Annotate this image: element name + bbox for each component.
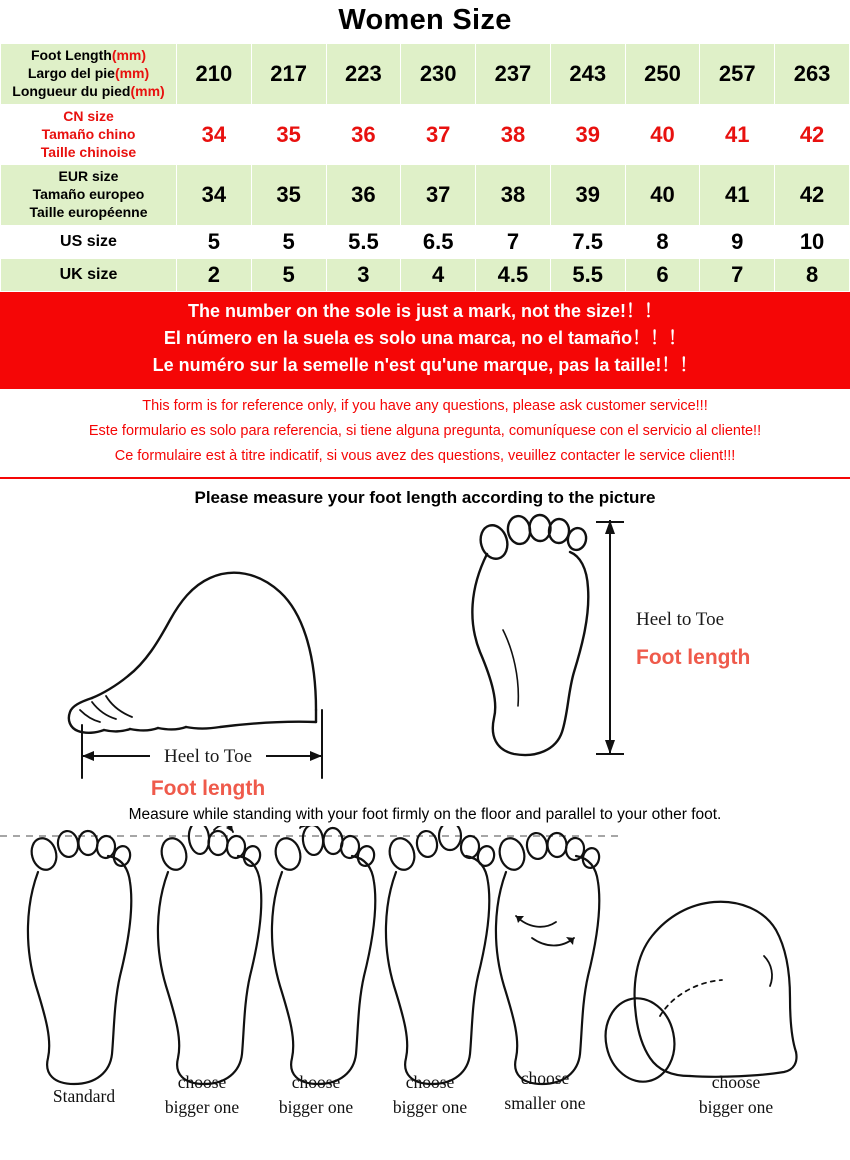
row-label-line: CN size <box>63 107 114 124</box>
table-row <box>1 165 850 226</box>
size-table <box>0 43 850 292</box>
table-cell: 39 <box>550 165 625 226</box>
page-title: Women Size <box>338 4 512 36</box>
table-cell: 8 <box>625 226 700 259</box>
row-label-eur-size <box>1 165 177 226</box>
table-cell: 39 <box>550 104 625 165</box>
top-foot-length-label: Foot length <box>636 645 751 669</box>
foot-examples-svg <box>0 826 850 1126</box>
table-cell: 7 <box>700 259 775 292</box>
foot-caption: bigger one <box>698 1096 774 1117</box>
table-cell: 38 <box>476 165 551 226</box>
table-cell: 35 <box>251 165 326 226</box>
side-heel-to-toe-label: Heel to Toe <box>163 745 253 767</box>
table-cell: 243 <box>550 44 625 105</box>
foot-bigger-2-icon <box>272 826 376 1084</box>
row-label-unit: (mm) <box>130 82 165 99</box>
table-cell: 237 <box>476 44 551 105</box>
table-cell: 34 <box>177 104 252 165</box>
row-label-line: Tamaño europeo <box>32 186 145 203</box>
table-cell: 5 <box>251 259 326 292</box>
foot-caption: choose <box>177 1071 227 1092</box>
table-cell: 37 <box>401 165 476 226</box>
table-cell: 4.5 <box>476 259 551 292</box>
row-label-cn-size <box>1 104 177 165</box>
table-cell: 34 <box>177 165 252 226</box>
foot-side-bigger-icon <box>598 902 796 1088</box>
table-cell: 250 <box>625 44 700 105</box>
row-label-uk-size <box>1 259 177 292</box>
table-cell: 263 <box>775 44 850 105</box>
table-cell: 4 <box>401 259 476 292</box>
measure-diagram-svg <box>0 510 850 800</box>
warning-banner <box>0 292 850 387</box>
table-cell: 41 <box>700 104 775 165</box>
instruction-measure-picture: Please measure your foot length according to the picture <box>194 487 656 507</box>
table-cell: 6.5 <box>401 226 476 259</box>
row-label-line: US size <box>60 232 117 250</box>
table-row <box>1 44 850 105</box>
table-cell: 40 <box>625 104 700 165</box>
table-cell: 35 <box>251 104 326 165</box>
table-cell: 9 <box>700 226 775 259</box>
table-cell: 257 <box>700 44 775 105</box>
table-cell: 40 <box>625 165 700 226</box>
table-cell: 210 <box>177 44 252 105</box>
foot-caption: smaller one <box>504 1092 586 1113</box>
foot-smaller-icon <box>496 832 601 1084</box>
warning-line-en: The number on the sole is just a mark, not the size!！！ <box>187 301 663 322</box>
row-label-line: Largo del pie <box>27 64 115 81</box>
foot-caption: choose <box>520 1067 570 1088</box>
foot-bigger-1-icon <box>158 826 262 1084</box>
table-cell: 10 <box>775 226 850 259</box>
top-view-foot-icon <box>472 515 588 755</box>
row-label-us-size <box>1 226 177 259</box>
row-label-line: Taille chinoise <box>40 143 137 160</box>
foot-caption: choose <box>291 1071 341 1092</box>
top-heel-to-toe-label: Heel to Toe <box>636 608 725 630</box>
table-cell: 42 <box>775 165 850 226</box>
foot-caption: Standard <box>52 1085 116 1106</box>
row-label-unit: (mm) <box>114 64 150 81</box>
side-foot-length-label: Foot length <box>150 776 266 800</box>
table-cell: 2 <box>177 259 252 292</box>
side-view-foot-icon <box>69 573 316 733</box>
foot-caption: bigger one <box>164 1096 240 1117</box>
row-label-line: UK size <box>59 265 118 283</box>
foot-caption: choose <box>405 1071 455 1092</box>
table-cell: 5 <box>177 226 252 259</box>
table-row <box>1 259 850 292</box>
table-cell: 36 <box>326 165 401 226</box>
measure-diagrams <box>0 510 850 800</box>
foot-caption: bigger one <box>278 1096 354 1117</box>
table-cell: 5.5 <box>326 226 401 259</box>
warning-line-es: El número en la suela es solo una marca, no el tamaño！！！ <box>163 328 687 349</box>
table-cell: 6 <box>625 259 700 292</box>
table-cell: 3 <box>326 259 401 292</box>
table-cell: 36 <box>326 104 401 165</box>
foot-examples-row <box>0 826 850 1126</box>
note-line-en: This form is for reference only, if you have any questions, please ask customer service!!! <box>142 398 708 415</box>
instruction-measure-standing: Measure while standing with your foot firmly on the floor and parallel to your other foot. <box>128 805 722 823</box>
note-line-es: Este formulario es solo para referencia, si tiene alguna pregunta, comuníquese con el servicio al cliente!! <box>88 423 762 440</box>
table-cell: 217 <box>251 44 326 105</box>
row-label-foot-length <box>1 44 177 105</box>
table-cell: 5.5 <box>550 259 625 292</box>
table-row <box>1 104 850 165</box>
row-label-line: Tamaño chino <box>41 125 136 142</box>
table-cell: 8 <box>775 259 850 292</box>
foot-standard-icon <box>28 830 132 1084</box>
table-cell: 7 <box>476 226 551 259</box>
row-label-line: Foot Length <box>30 47 112 63</box>
foot-bigger-3-icon <box>386 826 496 1084</box>
warning-line-fr: Le numéro sur la semelle n'est qu'une marque, pas la taille!！！ <box>152 355 698 376</box>
row-label-line: EUR size <box>58 168 119 185</box>
table-cell: 7.5 <box>550 226 625 259</box>
row-label-unit: (mm) <box>111 47 147 63</box>
table-cell: 38 <box>476 104 551 165</box>
row-label-line: Taille européenne <box>29 204 148 221</box>
note-line-fr: Ce formulaire est à titre indicatif, si vous avez des questions, veuillez contacter le service client!!! <box>114 448 736 465</box>
table-cell: 223 <box>326 44 401 105</box>
table-cell: 41 <box>700 165 775 226</box>
table-cell: 230 <box>401 44 476 105</box>
table-cell: 42 <box>775 104 850 165</box>
table-cell: 5 <box>251 226 326 259</box>
foot-caption: choose <box>711 1071 761 1092</box>
foot-caption: bigger one <box>392 1096 468 1117</box>
row-label-line: Longueur du pied <box>12 82 131 99</box>
table-cell: 37 <box>401 104 476 165</box>
note-banner <box>0 387 850 479</box>
table-row <box>1 226 850 259</box>
